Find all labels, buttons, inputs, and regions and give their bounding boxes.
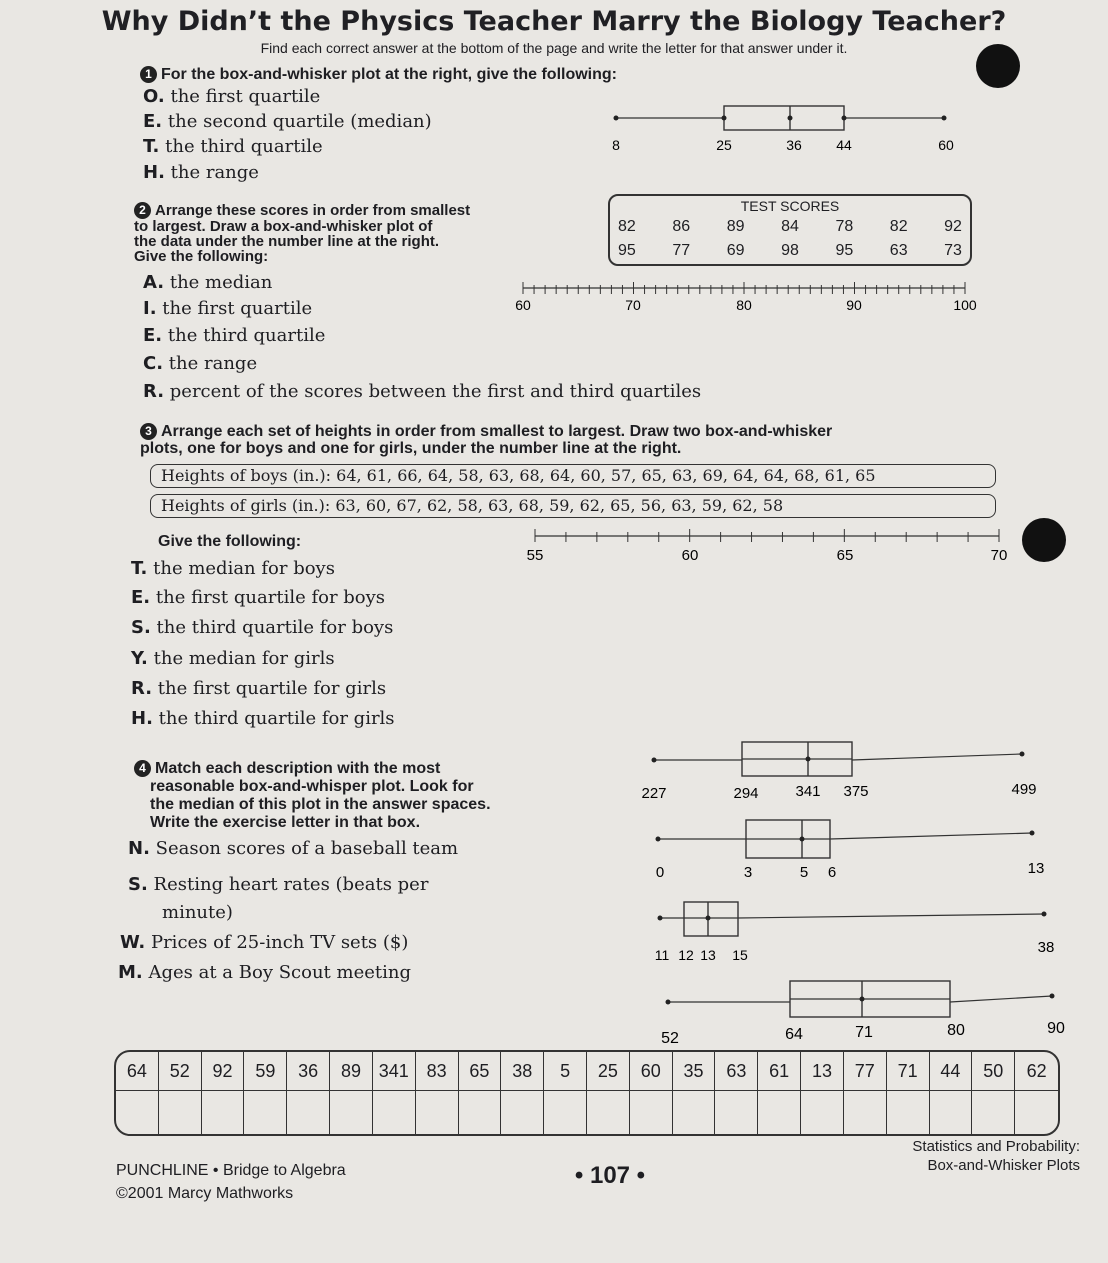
footer-series: PUNCHLINE • Bridge to Algebra xyxy=(116,1162,346,1179)
answer-box[interactable] xyxy=(244,1052,287,1136)
answer-value: 50 xyxy=(972,1052,1014,1091)
answer-value: 89 xyxy=(330,1052,372,1091)
svg-text:15: 15 xyxy=(732,947,748,963)
answer-box[interactable] xyxy=(159,1052,202,1136)
q2-item-a: A. the median xyxy=(143,272,273,293)
answer-value: 38 xyxy=(501,1052,543,1091)
answer-box[interactable] xyxy=(287,1052,330,1136)
svg-text:64: 64 xyxy=(785,1026,803,1043)
answer-letter-slot[interactable] xyxy=(244,1092,286,1136)
answer-box[interactable] xyxy=(887,1052,930,1136)
answer-letter-slot[interactable] xyxy=(1015,1092,1058,1136)
answer-letter-slot[interactable] xyxy=(801,1092,843,1136)
svg-text:65: 65 xyxy=(836,547,854,564)
q3-number-badge: 3 xyxy=(140,423,157,440)
answer-value: 25 xyxy=(587,1052,629,1091)
answer-box[interactable] xyxy=(501,1052,544,1136)
q4-plot-4 xyxy=(650,975,1065,1047)
answer-letter-slot[interactable] xyxy=(930,1092,972,1136)
answer-letter-slot[interactable] xyxy=(373,1092,415,1136)
svg-text:38: 38 xyxy=(1037,939,1055,956)
answer-box[interactable] xyxy=(630,1052,673,1136)
q1-item-e: E. the second quartile (median) xyxy=(143,111,432,132)
answer-letter-slot[interactable] xyxy=(844,1092,886,1136)
svg-text:90: 90 xyxy=(1047,1020,1065,1037)
q4-number-badge: 4 xyxy=(134,760,151,777)
answer-letter-slot[interactable] xyxy=(587,1092,629,1136)
answer-value: 52 xyxy=(159,1052,201,1091)
svg-text:11: 11 xyxy=(654,947,670,963)
q3-item-r: R. the first quartile for girls xyxy=(131,678,387,699)
answer-value: 63 xyxy=(715,1052,757,1091)
page-subtitle: Find each correct answer at the bottom of the page and write the letter for that answer under it. xyxy=(260,40,848,56)
svg-text:6: 6 xyxy=(827,864,837,881)
q4-item-s: S. Resting heart rates (beats per xyxy=(128,874,429,895)
q4-item-n: N. Season scores of a baseball team xyxy=(128,838,459,859)
svg-text:227: 227 xyxy=(641,785,667,802)
answer-letter-slot[interactable] xyxy=(544,1092,586,1136)
answer-value: 5 xyxy=(544,1052,586,1091)
answer-letter-slot[interactable] xyxy=(758,1092,800,1136)
q1-item-t: T. the third quartile xyxy=(143,136,323,157)
answer-letter-slot[interactable] xyxy=(630,1092,672,1136)
footer-page-number: • 107 • xyxy=(574,1162,646,1189)
q4-item-m: M. Ages at a Boy Scout meeting xyxy=(118,962,411,983)
answer-box[interactable] xyxy=(544,1052,587,1136)
svg-text:60: 60 xyxy=(681,547,699,564)
svg-text:55: 55 xyxy=(526,547,544,564)
answer-value: 77 xyxy=(844,1052,886,1091)
q3-prompt: 3 Arrange each set of heights in order from smallest to largest. Draw two box-and-whisker plots, one for boys and one for girls, under the number line at the right. xyxy=(140,423,833,457)
svg-text:90: 90 xyxy=(846,297,862,313)
test-scores-table xyxy=(608,194,972,266)
answer-value: 71 xyxy=(887,1052,929,1091)
svg-text:375: 375 xyxy=(843,783,869,800)
svg-text:5: 5 xyxy=(799,864,809,881)
answer-box[interactable] xyxy=(459,1052,502,1136)
q3-item-y: Y. the median for girls xyxy=(131,648,335,669)
q4-item-w: W. Prices of 25-inch TV sets ($) xyxy=(120,932,409,953)
q1-label-median: 36 xyxy=(786,137,802,153)
answer-box[interactable] xyxy=(930,1052,973,1136)
q3-item-e: E. the first quartile for boys xyxy=(131,587,386,608)
answer-letter-slot[interactable] xyxy=(330,1092,372,1136)
q1-number-badge: 1 xyxy=(140,66,157,83)
svg-text:70: 70 xyxy=(990,547,1008,564)
svg-text:3: 3 xyxy=(743,864,753,881)
q3-number-line xyxy=(515,528,1015,568)
svg-text:13: 13 xyxy=(700,947,716,963)
answer-value: 36 xyxy=(287,1052,329,1091)
svg-text:71: 71 xyxy=(855,1024,873,1041)
q2-item-i: I. the first quartile xyxy=(143,298,313,319)
q2-prompt: 2 Arrange these scores in order from smallest to largest. Draw a box-and-whisker plot of the data under the number line at the right. Give the following: xyxy=(134,202,471,265)
svg-text:100: 100 xyxy=(953,297,977,313)
q2-number-badge: 2 xyxy=(134,202,151,219)
svg-text:80: 80 xyxy=(947,1022,965,1039)
answer-letter-slot[interactable] xyxy=(416,1092,458,1136)
answer-value: 59 xyxy=(244,1052,286,1091)
boys-heights-box: Heights of boys (in.): 64, 61, 66, 64, 58, 63, 68, 64, 60, 57, 65, 63, 69, 64, 64, 68, 61, 65 xyxy=(150,464,996,488)
test-scores-title: TEST SCORES xyxy=(740,198,840,214)
answer-value: 83 xyxy=(416,1052,458,1091)
q4-item-s-cont: minute) xyxy=(162,902,233,923)
answer-box[interactable] xyxy=(1015,1052,1058,1136)
answer-box[interactable] xyxy=(972,1052,1015,1136)
answer-boxes-row xyxy=(114,1050,1060,1136)
q4-plot-1 xyxy=(630,738,1050,802)
answer-box[interactable] xyxy=(416,1052,459,1136)
svg-text:60: 60 xyxy=(515,297,531,313)
q1-label-max: 60 xyxy=(938,137,954,153)
answer-value: 62 xyxy=(1015,1052,1058,1091)
svg-text:499: 499 xyxy=(1011,781,1037,798)
q2-number-line xyxy=(505,280,985,320)
scores-row-1: 82 86 89 84 78 82 92 xyxy=(618,218,962,235)
q2-item-r: R. percent of the scores between the first and third quartiles xyxy=(143,381,702,402)
answer-letter-slot[interactable] xyxy=(459,1092,501,1136)
answer-letter-slot[interactable] xyxy=(202,1092,244,1136)
answer-value: 65 xyxy=(459,1052,501,1091)
answer-letter-slot[interactable] xyxy=(501,1092,543,1136)
answer-value: 61 xyxy=(758,1052,800,1091)
svg-text:341: 341 xyxy=(795,783,821,800)
q1-item-o: O. the first quartile xyxy=(143,86,321,107)
q2-item-c: C. the range xyxy=(143,353,258,374)
q4-plot-3 xyxy=(650,898,1060,964)
q3-give-label: Give the following: xyxy=(158,533,302,550)
answer-value: 13 xyxy=(801,1052,843,1091)
answer-value: 60 xyxy=(630,1052,672,1091)
answer-box[interactable] xyxy=(758,1052,801,1136)
answer-box[interactable] xyxy=(116,1052,159,1136)
svg-text:80: 80 xyxy=(736,297,752,313)
q3-item-t: T. the median for boys xyxy=(131,558,335,579)
answer-letter-slot[interactable] xyxy=(715,1092,757,1136)
footer-copyright: ©2001 Marcy Mathworks xyxy=(116,1185,294,1202)
q1-label-q3: 44 xyxy=(836,137,852,153)
girls-heights-box: Heights of girls (in.): 63, 60, 67, 62, 58, 63, 68, 59, 62, 65, 56, 63, 59, 62, 58 xyxy=(150,494,996,518)
answer-value: 35 xyxy=(673,1052,715,1091)
svg-text:12: 12 xyxy=(678,947,694,963)
svg-text:13: 13 xyxy=(1027,860,1045,877)
q4-plot-2 xyxy=(640,815,1050,881)
answer-letter-slot[interactable] xyxy=(116,1092,158,1136)
answer-box[interactable] xyxy=(587,1052,630,1136)
answer-letter-slot[interactable] xyxy=(287,1092,329,1136)
q1-label-min: 8 xyxy=(612,137,620,153)
answer-letter-slot[interactable] xyxy=(972,1092,1014,1136)
q4-prompt: 4 Match each description with the most reasonable box-and-whisper plot. Look for the median of this plot in the answer spaces. Write the exercise letter in that box. xyxy=(134,760,491,832)
svg-text:0: 0 xyxy=(655,864,665,881)
scores-row-2: 95 77 69 98 95 63 73 xyxy=(618,242,962,259)
answer-value: 341 xyxy=(373,1052,415,1091)
answer-letter-slot[interactable] xyxy=(673,1092,715,1136)
svg-text:294: 294 xyxy=(733,785,759,802)
q1-label-q1: 25 xyxy=(716,137,732,153)
answer-value: 92 xyxy=(202,1052,244,1091)
svg-text:52: 52 xyxy=(661,1030,679,1047)
answer-box[interactable] xyxy=(844,1052,887,1136)
q1-box-plot xyxy=(590,100,970,162)
footer-topic-1: Statistics and Probability: xyxy=(912,1138,1080,1155)
answer-box[interactable] xyxy=(202,1052,245,1136)
binder-hole-middle xyxy=(1022,518,1066,562)
q3-item-s: S. the third quartile for boys xyxy=(131,617,394,638)
footer-topic-2: Box-and-Whisker Plots xyxy=(927,1157,1080,1174)
answer-value: 44 xyxy=(930,1052,972,1091)
page-title: Why Didn’t the Physics Teacher Marry the Biology Teacher? xyxy=(101,6,1007,37)
q2-item-e: E. the third quartile xyxy=(143,325,326,346)
answer-box[interactable] xyxy=(673,1052,716,1136)
answer-box[interactable] xyxy=(801,1052,844,1136)
answer-letter-slot[interactable] xyxy=(887,1092,929,1136)
answer-letter-slot[interactable] xyxy=(159,1092,201,1136)
q3-item-h: H. the third quartile for girls xyxy=(131,708,395,729)
svg-text:70: 70 xyxy=(625,297,641,313)
answer-box[interactable] xyxy=(715,1052,758,1136)
answer-value: 64 xyxy=(116,1052,158,1091)
q1-prompt: 1 For the box-and-whisker plot at the right, give the following: xyxy=(140,66,617,84)
answer-box[interactable] xyxy=(330,1052,373,1136)
q1-item-h: H. the range xyxy=(143,162,259,183)
answer-box[interactable] xyxy=(373,1052,416,1136)
